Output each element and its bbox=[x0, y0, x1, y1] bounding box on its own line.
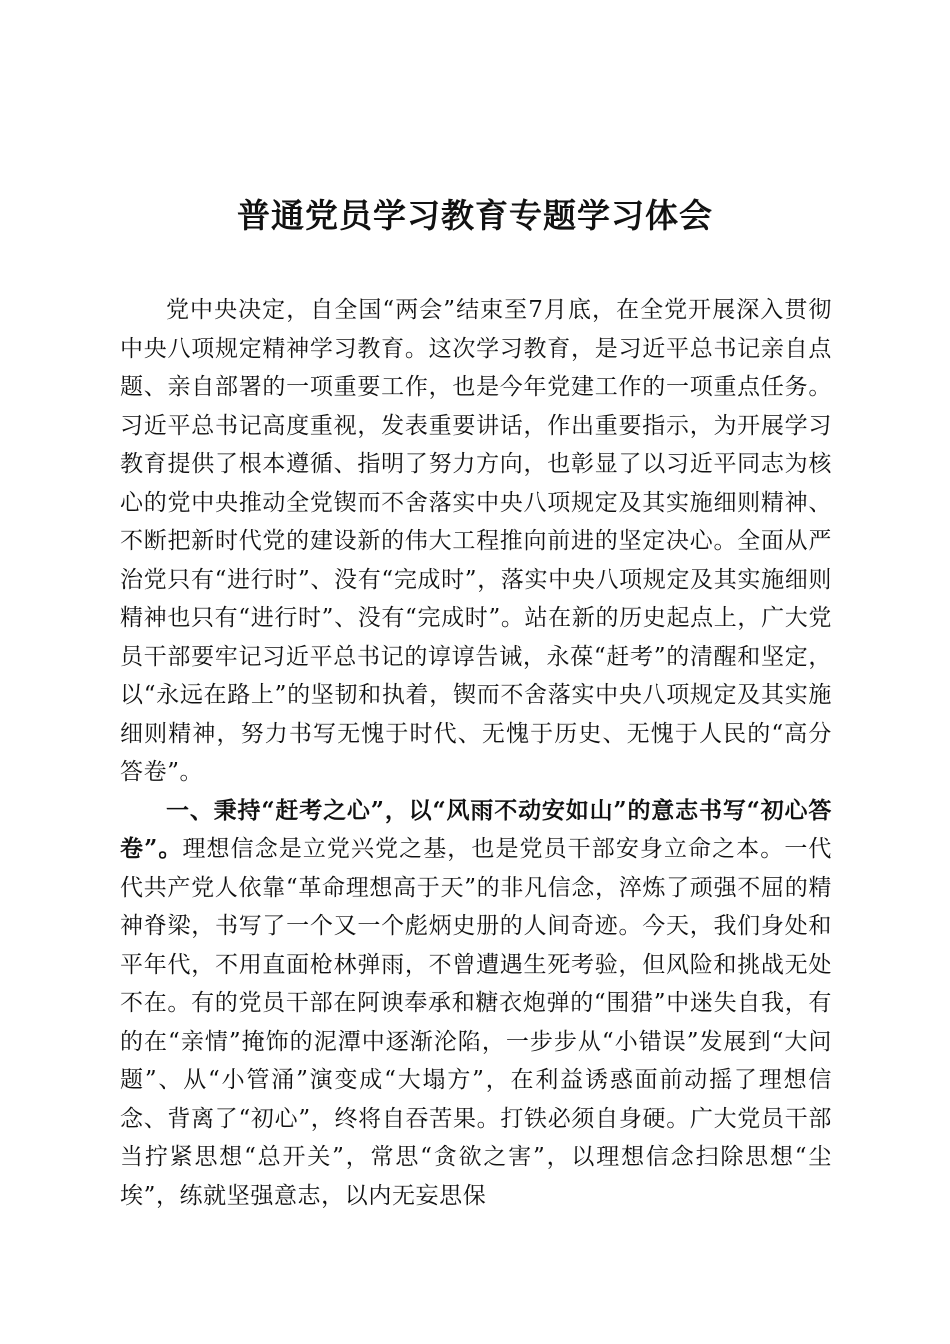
document-title: 普通党员学习教育专题学习体会 bbox=[237, 196, 713, 235]
paragraph-section-one bbox=[120, 792, 832, 1216]
section-one-heading: 一、秉持“赶考之心”，以“风雨不动安如山”的意志书写“初心答卷”。 bbox=[120, 796, 832, 862]
paragraph-intro-text: 党中央决定，自全国“两会”结束至7月底，在全党开展深入贯彻中央八项规定精神学习教育。这次学习教育，是习近平总书记亲自点题、亲自部署的一项重要工作，也是今年党建工作的一项重点任务。习近平总书记高度重视，发表重要讲话，作出重要指示，为开展学习教育提供了根本遵循、指明了努力方向，也彰显了以习近平同志为核心的党中央推动全党锲而不舍落实中央八项规定及其实施细则精神、不断把新时代党的建设新的伟大工程推向前进的坚定决心。全面从严治党只有“进行时”、没有“完成时”，落实中央八项规定及其实施细则精神也只有“进行时”、没有“完成时”。站在新的历史起点上，广大党员干部要牢记习近平总书记的谆谆告诫，永葆“赶考”的清醒和坚定，以“永远在路上”的坚韧和执着，锲而不舍落实中央八项规定及其实施细则精神，努力书写无愧于时代、无愧于历史、无愧于人民的“高分答卷”。 bbox=[120, 297, 832, 785]
document-body bbox=[120, 291, 832, 1215]
paragraph-intro bbox=[120, 291, 832, 792]
section-one-text: 理想信念是立党兴党之基，也是党员干部安身立命之本。一代代共产党人依靠“革命理想高于天”的非凡信念，淬炼了顽强不屈的精神脊梁，书写了一个又一个彪炳史册的人间奇迹。今天，我们身处和平年代，不用直面枪林弹雨，不曾遭遇生死考验，但风险和挑战无处不在。有的党员干部在阿谀奉承和糖衣炮弹的“围猎”中迷失自我，有的在“亲情”掩饰的泥潭中逐渐沦陷，一步步从“小错误”发展到“大问题”、从“小管涌”演变成“大塌方”，在利益诱惑面前动摇了理想信念、背离了“初心”，终将自吞苦果。打铁必须自身硬。广大党员干部当拧紧思想“总开关”，常思“贪欲之害”，以理想信念扫除思想“尘埃”，练就坚强意志，以内无妄思保 bbox=[120, 836, 833, 1209]
